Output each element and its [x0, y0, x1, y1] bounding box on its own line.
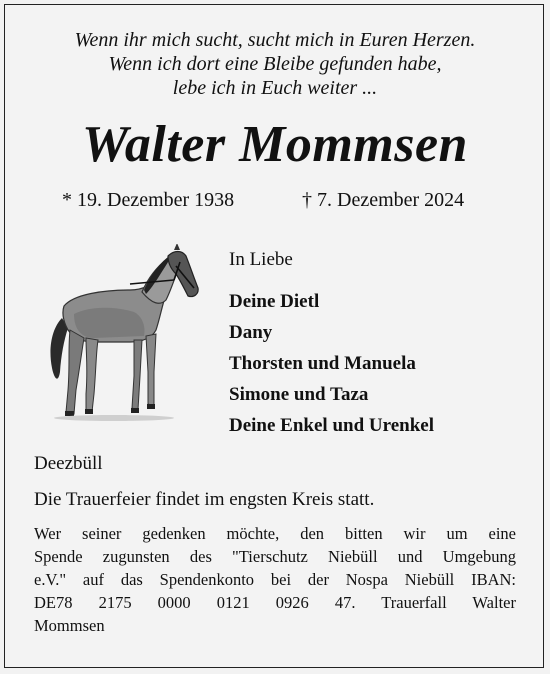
mourner-name: Dany — [229, 322, 273, 343]
donation-note — [34, 522, 516, 637]
poem — [0, 28, 550, 100]
poem-line: lebe ich in Euch weiter ... — [172, 77, 378, 99]
poem-line: Wenn ihr mich sucht, sucht mich in Euren Herzen. — [74, 29, 476, 51]
donation-line: Wer seiner gedenken möchte, den bitten wir um eine — [34, 524, 516, 543]
mourner-name: Thorsten und Manuela — [229, 353, 416, 374]
donation-line: e.V." auf das Spendenkonto bei der Nospa Niebüll IBAN: — [34, 570, 516, 589]
service-note: Die Trauerfeier findet im engsten Kreis statt. — [34, 489, 375, 510]
donation-line: Spende zugunsten des "Tierschutz Niebüll und Umgebung — [34, 547, 516, 566]
mourners-intro: In Liebe — [229, 249, 293, 270]
donation-line: Mommsen — [34, 616, 105, 635]
mourner-name: Deine Enkel und Urenkel — [229, 415, 434, 436]
death-date: † 7. Dezember 2024 — [302, 189, 465, 211]
birth-date: * 19. Dezember 1938 — [62, 189, 235, 211]
mourner-name: Simone und Taza — [229, 384, 369, 405]
horse-icon — [34, 244, 202, 424]
mourner-name: Deine Dietl — [229, 291, 320, 312]
poem-line: Wenn ich dort eine Bleibe gefunden habe, — [108, 53, 442, 75]
mourners-block — [229, 248, 434, 441]
deceased-name: Walter Mommsen — [82, 116, 468, 173]
place-name: Deezbüll — [34, 453, 103, 474]
donation-line: DE78 2175 0000 0121 0926 47. Trauerfall Walter — [34, 593, 516, 612]
